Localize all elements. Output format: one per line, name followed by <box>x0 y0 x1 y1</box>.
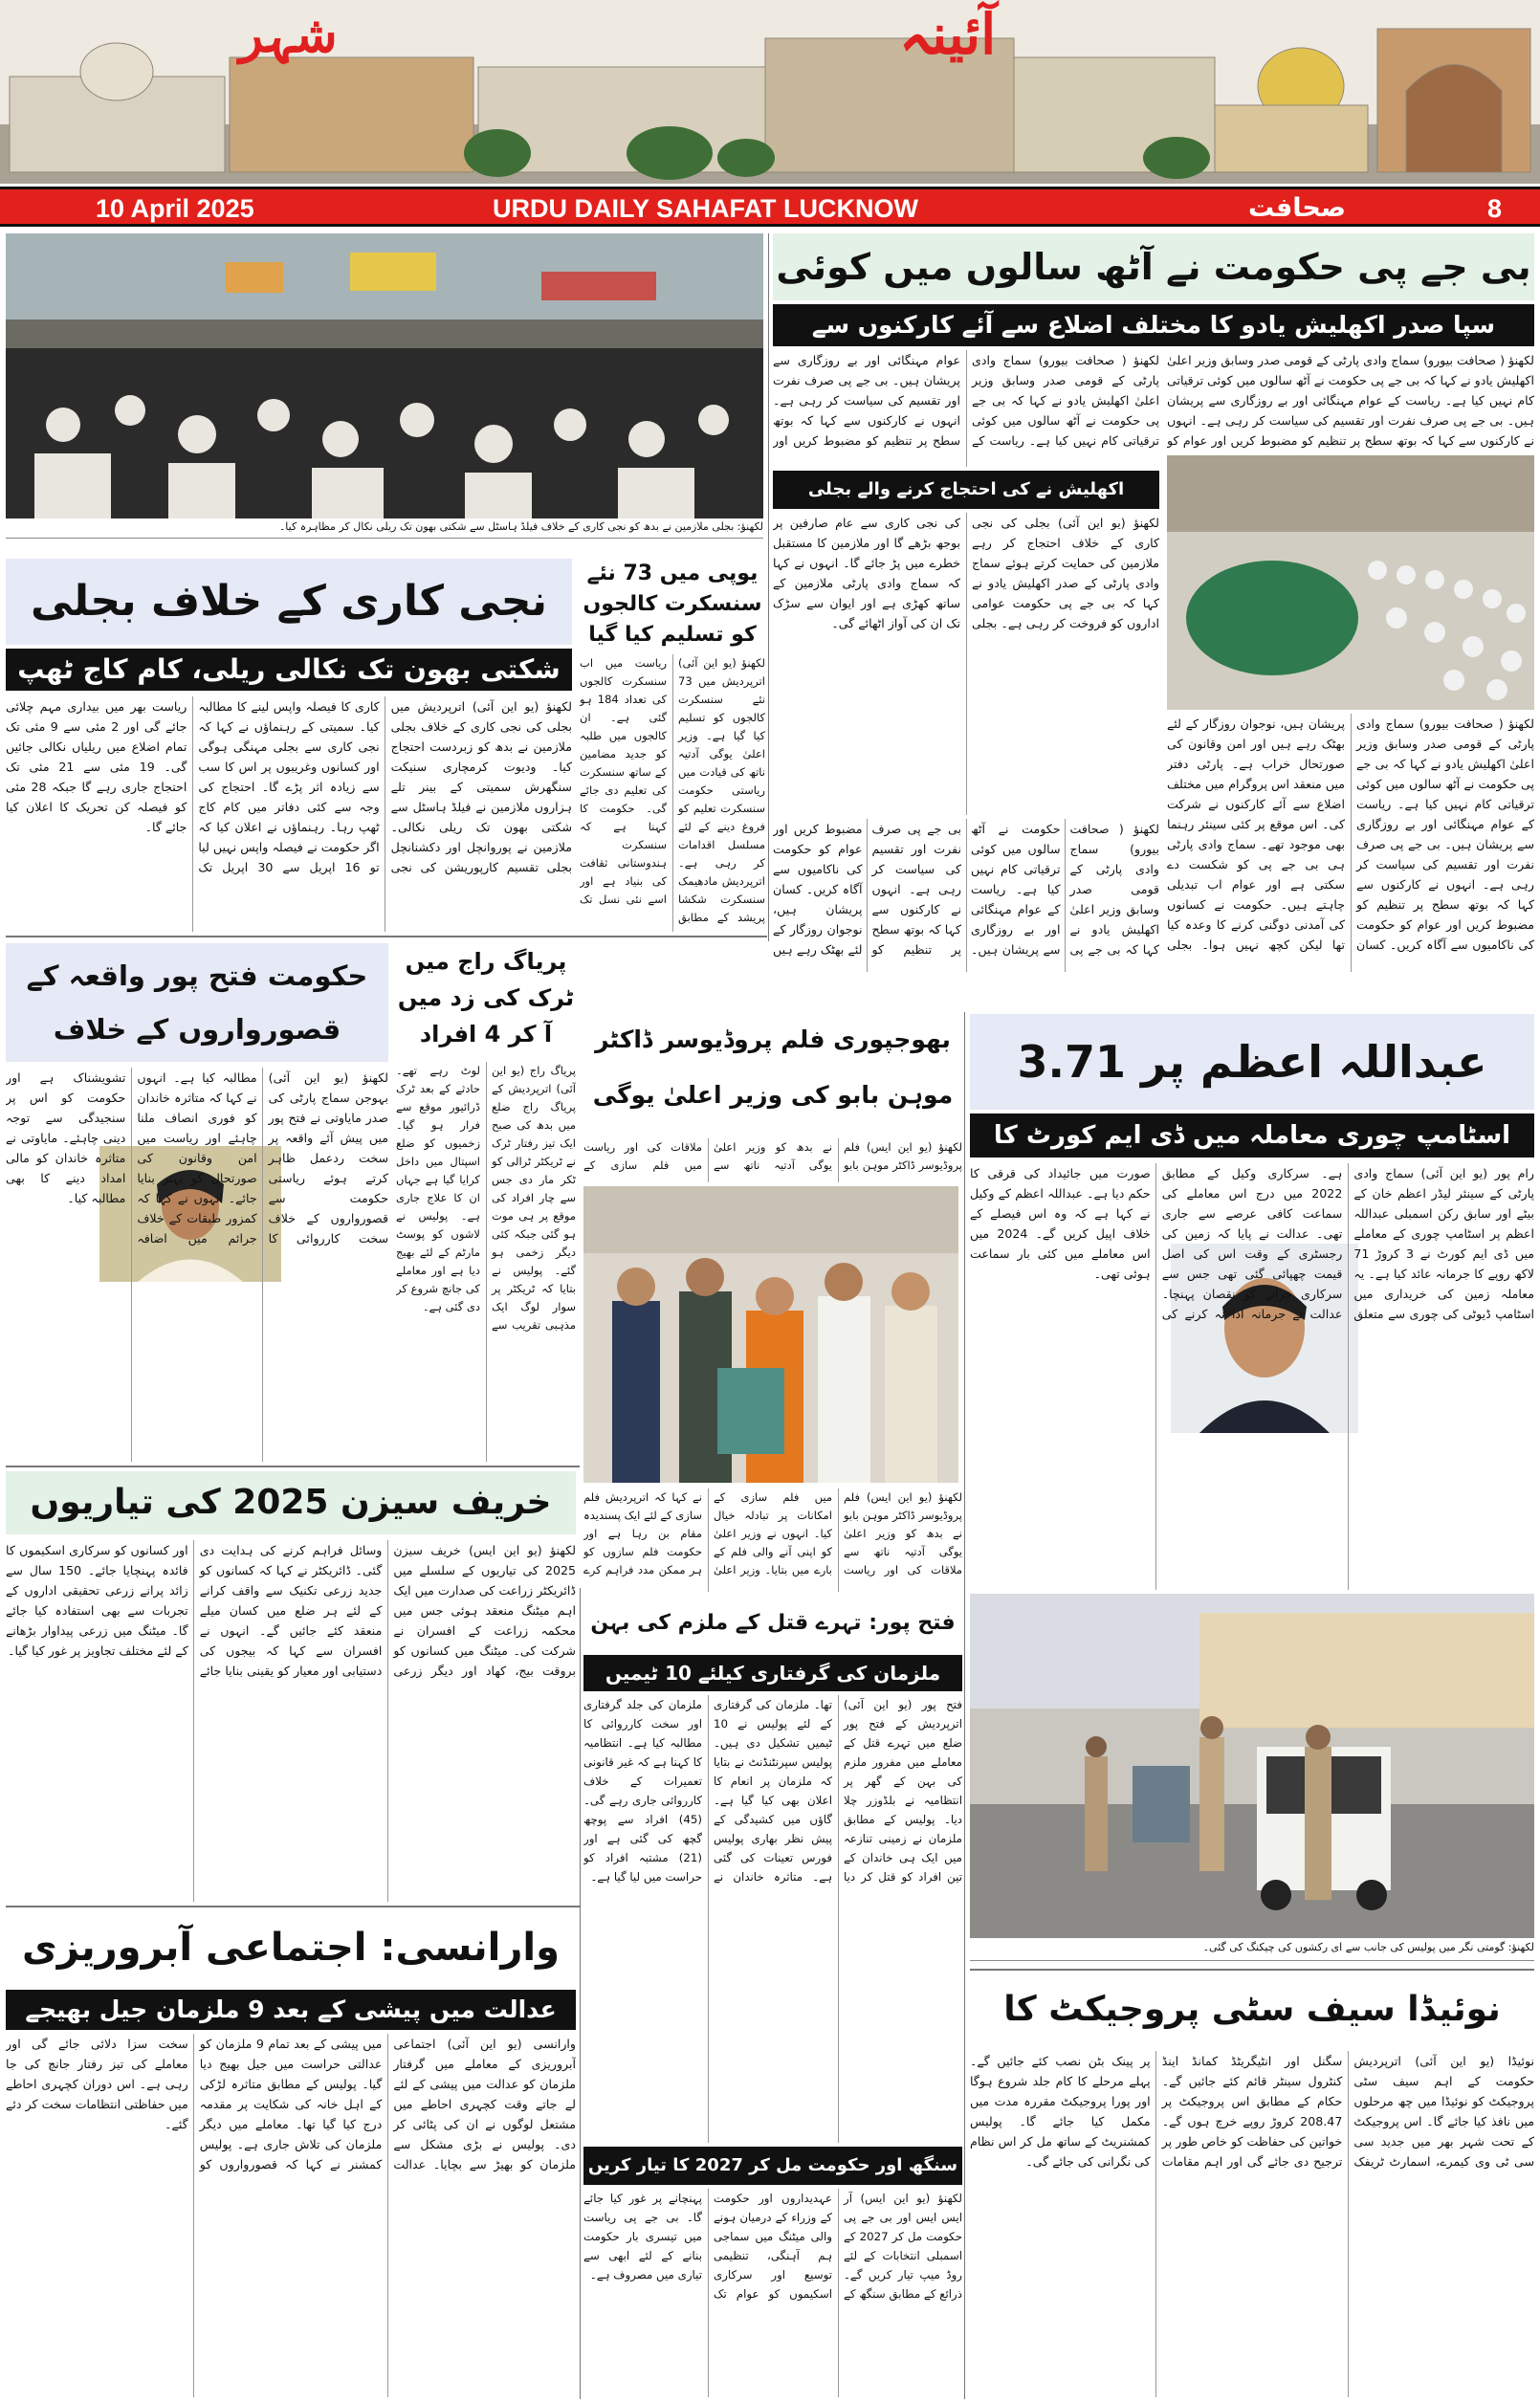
noida-headline: نوئیڈا سیف سٹی پروجیکٹ کا <box>970 1969 1534 2047</box>
film-headline: بھوجپوری فلم پروڈیوسر ڈاکٹر موہن بابو کی وزیر اعلیٰ یوگی <box>583 1012 962 1135</box>
akhilesh-meeting-photo <box>1167 455 1534 710</box>
varanasi-subhead: عدالت میں پیشی کے بعد 9 ملزمان جیل بھیجے <box>6 1990 576 2030</box>
bjp-headline: بی جے پی حکومت نے آٹھ سالوں میں کوئی <box>773 233 1534 300</box>
police-caption: لکھنؤ: گومتی نگر میں پولیس کی جانب سے ای رکشوں کی چیکنگ کی گئی۔ <box>970 1940 1534 1961</box>
film-meeting-photo <box>583 1186 958 1483</box>
divider <box>6 936 767 937</box>
noida-body: نوئیڈا (یو این آئی) اترپردیش حکومت کے اہم سیف سٹی پروجیکٹ کو نوئیڈا میں چھ مرحلوں میں نافذ کیا جائے گا۔ اس پروجیکٹ کے تحت شہر بھر میں جدید سی سی ٹی وی کیمرے، اسمارٹ ٹریفک سگنل اور انٹیگریٹڈ کمانڈ اینڈ کنٹرول سینٹر قائم کئے جائیں گے۔ حکام کے مطابق اس پروجیکٹ پر 208.47 کروڑ روپے خرچ ہوں گے۔ خواتین کی حفاظت کو خاص طور پر ترجیح دی جائے گی اور اہم مقامات پر پینک بٹن نصب کئے جائیں گے۔ پہلے مرحلے کا کام جلد شروع ہوگا اور پورا پروجیکٹ مقررہ مدت میں مکمل کیا جائے گا۔ پولیس کمشنریٹ کے ساتھ مل کر اس نظام کی نگرانی کی جائے گی۔ <box>970 2054 1534 2169</box>
bjp-body-top: لکھنؤ ( صحافت بیورو) سماج وادی پارٹی کے قومی صدر وسابق وزیر اعلیٰ اکھلیش یادو نے کہا کہ بی جے پی حکومت نے آٹھ سالوں میں کوئی ترقیاتی کام نہیں کیا ہے۔ ریاست کے عوام مہنگائی اور بے روزگاری سے پریشان ہیں۔ بی جے پی صرف نفرت اور تقسیم کی سیاست کر رہی ہے۔ انہوں نے کارکنوں سے کہا کہ بوتھ سطح پر تنظیم کو مضبوط کریں اور عوام کو <box>1167 353 1534 448</box>
protest-caption: لکھنؤ: بجلی ملازمین نے بدھ کو نجی کاری کے خلاف فیلڈ ہاسٹل سے شکتی بھون تک ریلی نکال کر مظاہرہ کیا۔ <box>6 519 763 539</box>
meeting-hall-image <box>1167 455 1534 710</box>
kharif-headline: خریف سیزن 2025 کی تیاریوں <box>6 1471 576 1534</box>
kharif-body: لکھنؤ (یو این ایس) خریف سیزن 2025 کی تیاریوں کے سلسلے میں ڈائریکٹر زراعت کی صدارت میں ایک اہم میٹنگ منعقد ہوئی جس میں محکمہ زراعت کے افسران نے شرکت کی۔ میٹنگ میں کسانوں کو بروقت بیج، کھاد اور دیگر زرعی وسائل فراہم کرنے کی ہدایت دی گئی۔ ڈائریکٹر نے کہا کہ کسانوں کو جدید زرعی تکنیک سے واقف کرانے کے لئے ہر ضلع میں کسان میلے منعقد کئے جائیں گے۔ انہوں نے افسران سے کہا کہ بیجوں کی دستیابی اور معیار کو یقینی بنایا جائے اور کسانوں کو سرکاری اسکیموں کا فائدہ پہنچایا جائے۔ 150 سال سے زائد پرانے زرعی تحقیقی اداروں کے تجربات سے بھی استفادہ کیا جائے گا۔ میٹنگ میں زرعی پیداوار بڑھانے کے لئے مختلف تجاویز پر غور کیا گیا۔ <box>6 1543 576 1678</box>
fatehpur-headline: فتح پور: تہرے قتل کے ملزم کی بہن <box>590 1611 956 1635</box>
fatehpur-body: فتح پور (یو این آئی) اترپردیش کے فتح پور ضلع میں تہرے قتل کے معاملے میں مفرور ملزم کی بہن کے گھر پر انتظامیہ نے بلڈوزر چلا دیا۔ پولیس کے مطابق ملزمان نے زمینی تنازعہ میں ایک ہی خاندان کے تین افراد کو قتل کر دیا تھا۔ ملزمان کی گرفتاری کے لئے پولیس نے 10 ٹیمیں تشکیل دی ہیں۔ پولیس سپرنٹنڈنٹ نے بتایا کہ ملزمان پر انعام کا اعلان بھی کیا گیا ہے۔ گاؤں میں کشیدگی کے پیش نظر بھاری پولیس فورس تعینات کی گئی ہے۔ متاثرہ خاندان نے ملزمان کی جلد گرفتاری اور سخت کارروائی کا مطالبہ کیا ہے۔ انتظامیہ کا کہنا ہے کہ غیر قانونی تعمیرات کے خلاف کارروائی جاری رہے گی۔ (45) افراد سے پوچھ گچھ کی گئی ہے اور (21) مشتبہ افراد کو حراست میں لیا گیا ہے۔ <box>583 1698 962 1884</box>
bjp-body-bottom: لکھنؤ ( صحافت بیورو) سماج وادی پارٹی کے قومی صدر وسابق وزیر اعلیٰ اکھلیش یادو نے کہا کہ بی جے پی حکومت نے آٹھ سالوں میں کوئی ترقیاتی کام نہیں کیا ہے۔ ریاست کے عوام مہنگائی اور بے روزگاری سے پریشان ہیں۔ بی جے پی صرف نفرت اور تقسیم کی سیاست کر رہی ہے۔ انہوں نے کارکنوں سے کہا کہ بوتھ سطح پر تنظیم کو مضبوط کریں اور عوام کو حکومت کی ناکامیوں سے آگاہ کریں۔ کسان پریشان ہیں، نوجوان روزگار کے لئے بھٹک رہے ہیں <box>773 822 1159 957</box>
column-rule <box>768 233 769 941</box>
masthead-aaina: آئینہ <box>899 2 997 67</box>
mayawati-headline: حکومت فتح پور واقعہ کے قصورواروں کے خلاف <box>6 943 388 1062</box>
paper-name: URDU DAILY SAHAFAT LUCKNOW <box>493 194 918 223</box>
date-label: 10 April 2025 <box>96 194 254 223</box>
date-bar <box>0 187 1540 227</box>
column-rule <box>964 1012 965 2399</box>
cm-meeting-image <box>583 1186 958 1483</box>
column-rule <box>580 1588 581 2399</box>
tractor-body: پریاگ راج (یو این آئی) اترپردیش کے پریاگ راج ضلع میں بدھ کی صبح ایک تیز رفتار ٹرک نے ٹریکٹر ٹرالی کو ٹکر مار دی جس سے چار افراد کی موقع پر ہی موت ہو گئی جبکہ کئی دیگر زخمی ہو گئے۔ پولیس نے بتایا کہ ٹریکٹر پر سوار لوگ ایک مذہبی تقریب سے لوٹ رہے تھے۔ حادثے کے بعد ٹرک ڈرائیور موقع سے فرار ہو گیا۔ زخمیوں کو ضلع اسپتال میں داخل کرایا گیا ہے جہاں ان کا علاج جاری ہے۔ پولیس نے لاشوں کو پوسٹ مارٹم کے لئے بھیج دیا ہے اور معاملے کی جانچ شروع کر دی گئی ہے۔ <box>396 1064 576 1332</box>
electricity-body: لکھنؤ (یو این آئی) اترپردیش میں بجلی کی نجی کاری کے خلاف بجلی ملازمین نے بدھ کو زبردست احتجاج کیا۔ ودیوت کرمچاری سنیکت سنگھرش سمیتی کے بینر تلے ہزاروں ملازمین نے فیلڈ ہاسٹل سے شکتی بھون تک ریلی نکالی۔ ملازمین نے پوروانچل اور دکشنانچل بجلی تقسیم کارپوریشن کی نجی کاری کا فیصلہ واپس لینے کا مطالبہ کیا۔ سمیتی کے رہنماؤں نے کہا کہ نجی کاری سے بجلی مہنگی ہوگی اور کسانوں وغریبوں پر اس کا سب سے زیادہ اثر پڑے گا۔ احتجاج کی وجہ سے کئی دفاتر میں کام کاج ٹھپ رہا۔ رہنماؤں نے اعلان کیا کہ اگر حکومت نے فیصلہ واپس نہیں لیا تو 16 اپریل سے 30 اپریل تک ریاست بھر میں بیداری مہم چلائی جائے گی اور 2 مئی سے 9 مئی تک تمام اضلاع میں ریلیاں نکالی جائیں گی۔ 19 مئی سے 21 مئی تک احتجاج جاری رہے گا جبکہ 28 مئی کو فیصلہ کن تحریک کا اعلان کیا جائے گا۔ <box>6 699 572 874</box>
mayawati-body: لکھنؤ (یو این آئی) بہوجن سماج پارٹی کی صدر مایاوتی نے فتح پور میں پیش آئے واقعہ پر سخت ردعمل ظاہر کرتے ہوئے ریاستی حکومت سے قصورواروں کے خلاف سخت کارروائی کا مطالبہ کیا ہے۔ انہوں نے کہا کہ متاثرہ خاندان کو فوری انصاف ملنا چاہئے اور ریاست میں امن وقانون کی صورتحال کو بہتر بنایا جائے۔ انہوں نے کہا کہ کمزور طبقات کے خلاف جرائم میں اضافہ تشویشناک ہے اور حکومت کو اس پر سنجیدگی سے توجہ دینی چاہئے۔ مایاوتی نے متاثرہ خاندان کو مالی امداد دینے کا بھی مطالبہ کیا۔ <box>6 1070 388 1246</box>
azam-subhead: اسٹامپ چوری معاملہ میں ڈی ایم کورٹ کا <box>970 1113 1534 1157</box>
akhilesh-headline: اکھلیش نے کی احتجاج کرنے والے بجلی <box>773 471 1159 509</box>
protest-photo <box>6 233 763 518</box>
roadmap-body: لکھنؤ (یو این ایس) آر ایس ایس اور بی جے پی حکومت مل کر 2027 کے اسمبلی انتخابات کے لئے روڈ میپ تیار کریں گے۔ ذرائع کے مطابق سنگھ کے عہدیداروں اور حکومت کے وزراء کے درمیان ہونے والی میٹنگ میں سماجی ہم آہنگی، تنظیمی توسیع اور سرکاری اسکیموں کو عوام تک پہنچانے پر غور کیا جائے گا۔ بی جے پی ریاست میں تیسری بار حکومت بنانے کے لئے ابھی سے تیاری میں مصروف ہے۔ <box>583 2192 962 2301</box>
azam-body: رام پور (یو این آئی) سماج وادی پارٹی کے سینئر لیڈر اعظم خان کے بیٹے اور سابق رکن اسمبلی عبداللہ اعظم پر اسٹامپ چوری کے معاملے میں ڈی ایم کورٹ نے 3 کروڑ 71 لاکھ روپے کا جرمانہ عائد کیا ہے۔ یہ معاملہ زمین کی خریداری میں اسٹامپ ڈیوٹی کی چوری سے متعلق ہے۔ سرکاری وکیل کے مطابق 2022 میں درج اس معاملے کی سماعت کافی عرصے سے جاری تھی۔ عدالت نے پایا کہ زمین کی رجسٹری کے وقت اس کی اصل قیمت چھپائی گئی تھی جس سے سرکاری خزانے کو نقصان پہنچا۔ عدالت نے جرمانہ ادا نہ کرنے کی صورت میں جائیداد کی قرقی کا حکم دیا ہے۔ عبداللہ اعظم کے وکیل نے کہا ہے کہ وہ اس فیصلے کے خلاف اپیل کریں گے۔ 2024 میں اس معاملے میں کئی بار سماعت ہوئی تھی۔ <box>970 1166 1534 1321</box>
varanasi-body: وارانسی (یو این آئی) اجتماعی آبروریزی کے معاملے میں گرفتار ملزمان کو عدالت میں پیشی کے لئے لے جاتے وقت کچہری احاطے میں مشتعل لوگوں نے ان کی پٹائی کر دی۔ پولیس نے بڑی مشکل سے ملزمان کو بھیڑ سے بچایا۔ عدالت میں پیشی کے بعد تمام 9 ملزمان کو عدالتی حراست میں جیل بھیج دیا گیا۔ پولیس کے مطابق متاثرہ لڑکی کے اہل خانہ کی شکایت پر مقدمہ درج کیا گیا تھا۔ معاملے میں دیگر ملزمان کی تلاش جاری ہے۔ پولیس کمشنر نے کہا کہ قصورواروں کو سخت سزا دلائی جائے گی اور معاملے کی تیز رفتار جانچ کی جا رہی ہے۔ اس دوران کچہری احاطے میں حفاظتی انتظامات سخت کر دئے گئے۔ <box>6 2037 576 2172</box>
police-checking-image <box>970 1594 1534 1938</box>
sanskrit-headline: یوپی میں 73 نئے سنسکرت کالجوں کو تسلیم کیا گیا <box>580 559 765 650</box>
divider <box>6 1466 580 1467</box>
bjp-subhead: سپا صدر اکھلیش یادو کا مختلف اضلاع سے آئے کارکنوں سے <box>773 304 1534 346</box>
azam-headline: عبداللہ اعظم پر 3.71 <box>970 1014 1534 1110</box>
film-body: لکھنؤ (یو این ایس) فلم پروڈیوسر ڈاکٹر موہن بابو نے بدھ کو وزیر اعلیٰ یوگی آدتیہ ناتھ سے ملاقات کی اور ریاست میں فلم سازی کے امکانات پر تبادلہ خیال کیا۔ انہوں نے وزیر اعلیٰ کو اپنی آنے والی فلم کے بارے میں بتایا۔ وزیر اعلیٰ نے کہا کہ اترپردیش فلم سازی کے لئے ایک پسندیدہ مقام بن رہا ہے اور حکومت فلم سازوں کو ہر ممکن مدد فراہم کرے <box>583 1490 962 1576</box>
protest-crowd-image <box>6 233 763 518</box>
bjp-body-left: لکھنؤ ( صحافت بیورو) سماج وادی پارٹی کے قومی صدر وسابق وزیر اعلیٰ اکھلیش یادو نے کہا کہ بی جے پی حکومت نے آٹھ سالوں میں کوئی ترقیاتی کام نہیں کیا ہے۔ ریاست کے عوام مہنگائی اور بے روزگاری سے پریشان ہیں۔ بی جے پی صرف نفرت اور تقسیم کی سیاست کر رہی ہے۔ انہوں نے کارکنوں سے کہا کہ بوتھ سطح پر تنظیم کو مضبوط کریں اور <box>773 353 1159 448</box>
film-body-top: لکھنؤ (یو این ایس) فلم پروڈیوسر ڈاکٹر موہن بابو نے بدھ کو وزیر اعلیٰ یوگی آدتیہ ناتھ سے ملاقات کی اور ریاست میں فلم سازی کے <box>583 1140 962 1172</box>
sanskrit-body: لکھنؤ (یو این آئی) اترپردیش میں 73 نئے سنسکرت کالجوں کو تسلیم کیا گیا ہے۔ وزیر اعلیٰ یوگی آدتیہ ناتھ کی قیادت میں ریاستی حکومت سنسکرت تعلیم کو فروغ دینے کے لئے مسلسل اقدامات کر رہی ہے۔ اترپردیش مادھیمک سنسکرت شکشا پریشد کے مطابق ریاست میں اب سنسکرت کالجوں کی تعداد 184 ہو گئی ہے۔ ان کالجوں میں طلبہ کو جدید مضامین کے ساتھ سنسکرت کی تعلیم دی جائے گی۔ حکومت کا کہنا ہے کہ سنسکرت ہندوستانی ثقافت کی بنیاد ہے اور اسے نئی نسل تک <box>580 656 765 924</box>
bjp-body-right: لکھنؤ ( صحافت بیورو) سماج وادی پارٹی کے قومی صدر وسابق وزیر اعلیٰ اکھلیش یادو نے کہا کہ بی جے پی حکومت نے آٹھ سالوں میں کوئی ترقیاتی کام نہیں کیا ہے۔ ریاست کے عوام مہنگائی اور بے روزگاری سے پریشان ہیں۔ بی جے پی صرف نفرت اور تقسیم کی سیاست کر رہی ہے۔ انہوں نے کارکنوں سے کہا کہ بوتھ سطح پر تنظیم کو مضبوط کریں اور عوام کو حکومت کی ناکامیوں سے آگاہ کریں۔ کسان پریشان ہیں، نوجوان روزگار کے لئے بھٹک رہے ہیں اور امن وقانون کی صورتحال خراب ہے۔ پارٹی دفتر میں منعقد اس پروگرام میں مختلف اضلاع سے آئے کارکنوں نے شرکت کی۔ اس موقع پر کئی سینئر رہنما بھی موجود تھے۔ سماج وادی پارٹی ہی بی جے پی کو شکست دے سکتی ہے اور عوام اب تبدیلی چاہتے ہیں۔ حکومت نے کسانوں کی آمدنی دوگنی کرنے کا وعدہ کیا تھا لیکن کچھ نہیں ہوا۔ بجلی <box>1167 716 1534 952</box>
masthead <box>0 0 1540 184</box>
paper-urdu-name: صحافت <box>1248 193 1346 223</box>
fatehpur-subhead: ملزمان کی گرفتاری کیلئے 10 ٹیمیں <box>583 1655 962 1691</box>
divider <box>6 1906 580 1907</box>
tractor-headline: پریاگ راج میں ٹرک کی زد میں آ کر 4 افراد <box>397 948 575 1047</box>
varanasi-headline: وارانسی: اجتماعی آبروریزی <box>22 1926 560 1970</box>
masthead-shahar: شہر <box>239 6 338 64</box>
electricity-headline: نجی کاری کے خلاف بجلی <box>6 559 572 645</box>
police-photo <box>970 1594 1534 1938</box>
electricity-subhead: شکتی بھون تک نکالی ریلی، کام کاج ٹھپ <box>6 649 572 691</box>
roadmap-headline: سنگھ اور حکومت مل کر 2027 کا تیار کریں <box>583 2147 962 2185</box>
page-number: 8 <box>1487 194 1503 223</box>
lucknow-skyline-illustration <box>0 0 1540 184</box>
akhilesh-body: لکھنؤ (یو این آئی) بجلی کی نجی کاری کے خلاف احتجاج کر رہے ملازمین کی حمایت کرتے ہوئے سماج وادی پارٹی کے صدر اکھلیش یادو نے کہا کہ بی جے پی حکومت عوامی اداروں کو فروخت کر رہی ہے۔ بجلی کی نجی کاری سے عام صارفین پر بوجھ بڑھے گا اور ملازمین کا مستقبل خطرے میں پڑ جائے گا۔ انہوں نے کہا کہ سماج وادی پارٹی ملازمین کے ساتھ کھڑی ہے اور ایوان سے سڑک تک ان کی آواز اٹھائے گی۔ <box>773 516 1159 630</box>
